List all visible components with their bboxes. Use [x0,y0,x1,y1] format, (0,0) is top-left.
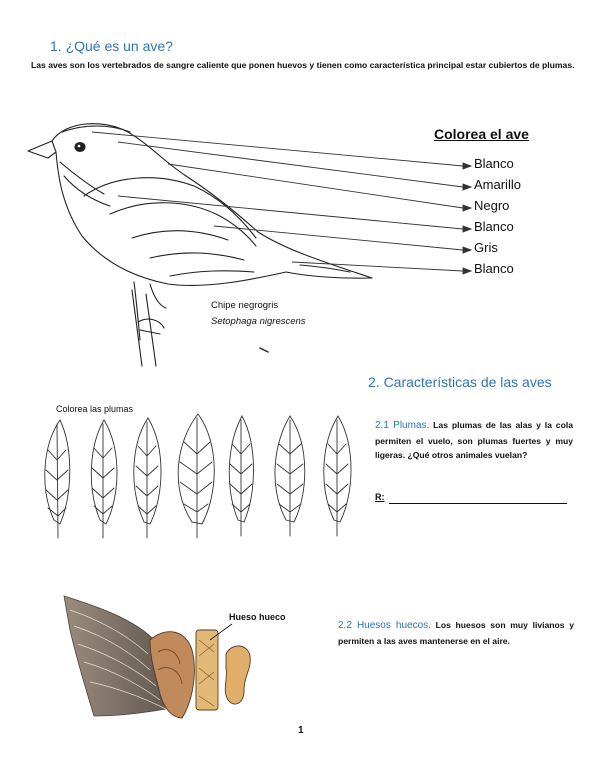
color-label-white: Blanco [474,219,514,234]
page-number: 1 [298,725,304,736]
section1-intro: Las aves son los vertebrados de sangre caliente que ponen huevos y tienen como característica principal estar cubiertos de plumas. [31,60,575,70]
plumas-text: Las plumas de las alas y la cola permiten el vuelo, son plumas fuertes y muy ligeras. ¿Qué otros animales vuelan? [375,420,574,460]
color-label-yellow: Amarillo [474,177,521,192]
bird-activity-title: Colorea el ave [434,126,529,142]
section2-heading: 2. Características de las aves [368,374,552,390]
plumas-title: 2.1 Plumas. [375,420,430,431]
huesos-title: 2.2 Huesos huecos. [338,620,431,631]
feathers-title: Colorea las plumas [56,404,134,414]
section1-heading: 1. ¿Qué es un ave? [50,38,173,54]
color-label-white: Blanco [474,156,514,171]
color-label-white: Blanco [474,261,514,276]
bird-caption-common: Chipe negrogris [211,300,279,311]
bird-caption-scientific: Setophaga nigrescens [211,316,306,327]
hueso-label: Hueso hueco [229,612,286,622]
huesos-paragraph [338,618,574,648]
answer-label: R: [375,492,385,502]
huesos-text: Los huesos son muy livianos y permiten a las aves mantenerse en el aire. [338,620,575,646]
color-label-gray: Gris [474,240,498,255]
color-label-black: Negro [474,198,510,213]
